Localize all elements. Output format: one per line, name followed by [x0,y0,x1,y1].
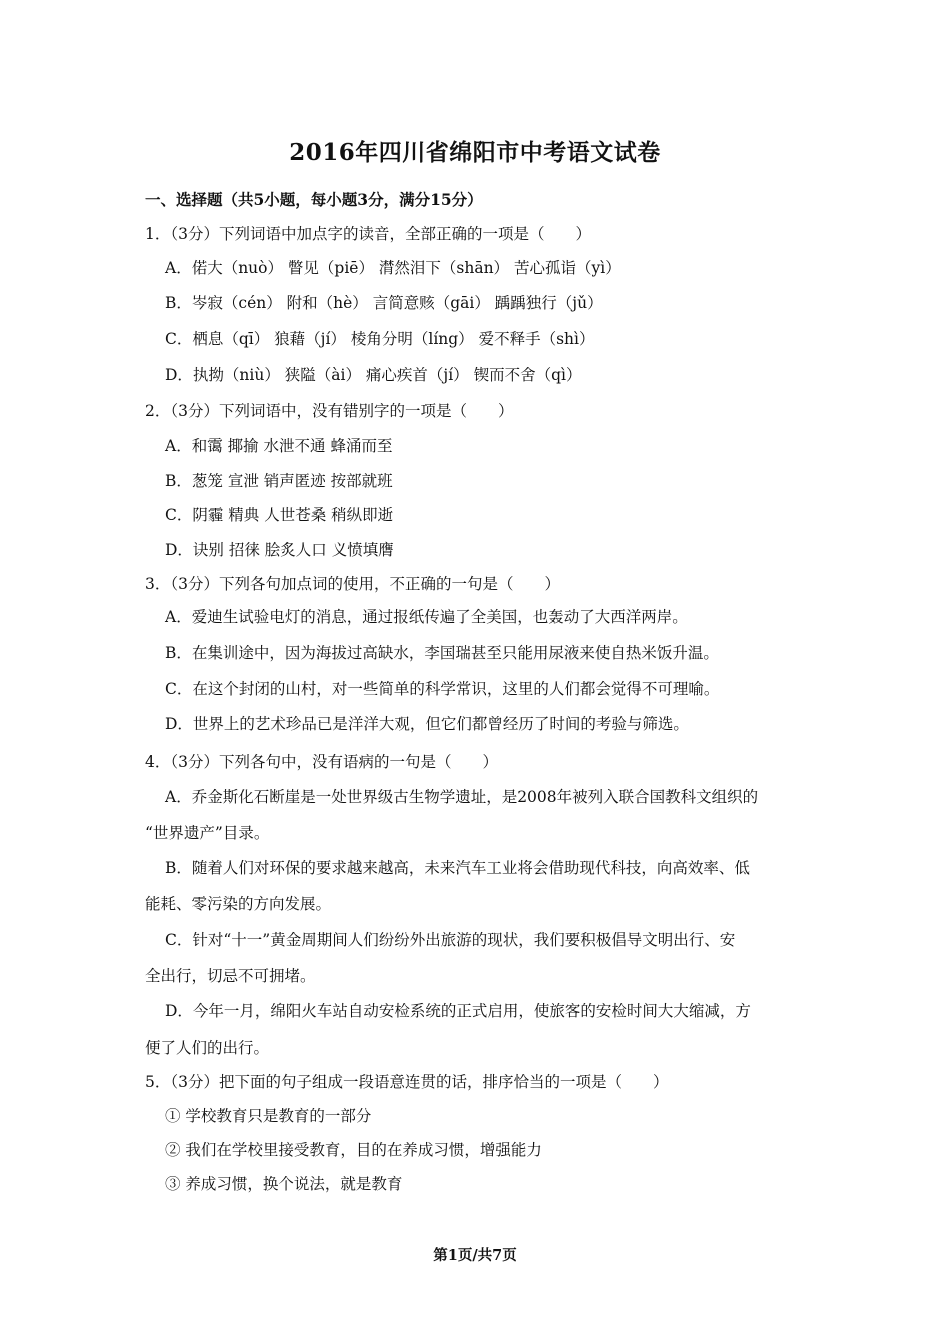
q4-option-d-line1: D．今年一月，绵阳火车站自动安检系统的正式启用，使旅客的安检时间大大缩减，方 [165,1002,751,1020]
q4-option-a-line2: “世界遗产”目录。 [145,824,270,842]
q4-option-a-line1: A．乔金斯化石断崖是一处世界级古生物学遗址，是2008年被列入联合国教科文组织的 [165,788,759,806]
q4-option-b-line2: 能耗、零污染的方向发展。 [145,895,332,913]
q5-sentence-3: ③ 养成习惯，换个说法，就是教育 [165,1175,403,1193]
document-title: 2016年四川省绵阳市中考语文试卷 [289,139,661,166]
q4-option-c-line1: C．针对“十一”黄金周期间人们纷纷外出旅游的现状，我们要积极倡导文明出行、安 [165,931,736,949]
q3-option-a: A．爱迪生试验电灯的消息，通过报纸传遍了全美国，也轰动了大西洋两岸。 [165,608,688,626]
q1-stem: 1．（3分）下列词语中加点字的读音，全部正确的一项是（ ） [145,225,591,243]
q4-option-b-line1: B．随着人们对环保的要求越来越高，未来汽车工业将会借助现代科技，向高效率、低 [165,859,750,877]
q1-option-c: C．栖息（qī） 狼藉（jí） 棱角分明（líng） 爱不释手（shì） [165,330,595,348]
q5-sentence-1: ① 学校教育只是教育的一部分 [165,1107,372,1125]
q1-option-b: B．岑寂（cén） 附和（hè） 言简意赅（gāi） 踽踽独行（jǔ） [165,294,603,312]
q5-sentence-2: ② 我们在学校里接受教育，目的在养成习惯，增强能力 [165,1141,542,1159]
q4-option-d-line2: 便了人们的出行。 [145,1039,270,1057]
q3-option-c: C．在这个封闭的山村，对一些简单的科学常识，这里的人们都会觉得不可理喻。 [165,680,720,698]
q3-option-b: B．在集训途中，因为海拔过高缺水，李国瑞甚至只能用尿液来使自热米饭升温。 [165,644,719,662]
q2-stem: 2．（3分）下列词语中，没有错别字的一项是（ ） [145,402,514,420]
q3-stem: 3．（3分）下列各句加点词的使用，不正确的一句是（ ） [145,575,560,593]
q5-stem: 5．（3分）把下面的句子组成一段语意连贯的话，排序恰当的一项是（ ） [145,1073,669,1091]
q4-option-c-line2: 全出行，切忌不可拥堵。 [145,967,316,985]
q1-option-a: A．偌大（nuò） 瞥见（piē） 潸然泪下（shān） 苦心孤诣（yì） [165,259,621,277]
q1-option-d: D．执拗（niù） 狭隘（ài） 痛心疾首（jí） 锲而不舍（qì） [165,366,582,384]
q2-option-d: D．诀别 招徕 脍炙人口 义愤填膺 [165,541,394,559]
section-heading: 一、选择题（共5小题，每小题3分，满分15分） [145,190,483,209]
page-footer: 第1页/共7页 [433,1247,517,1264]
q3-option-d: D．世界上的艺术珍品已是洋洋大观，但它们都曾经历了时间的考验与筛选。 [165,715,689,733]
q2-option-b: B．葱笼 宣泄 销声匿迹 按部就班 [165,472,393,490]
q4-stem: 4．（3分）下列各句中，没有语病的一句是（ ） [145,753,498,771]
q2-option-c: C．阴霾 精典 人世苍桑 稍纵即逝 [165,506,394,524]
q2-option-a: A．和霭 揶揄 水泄不通 蜂涌而至 [165,437,393,455]
